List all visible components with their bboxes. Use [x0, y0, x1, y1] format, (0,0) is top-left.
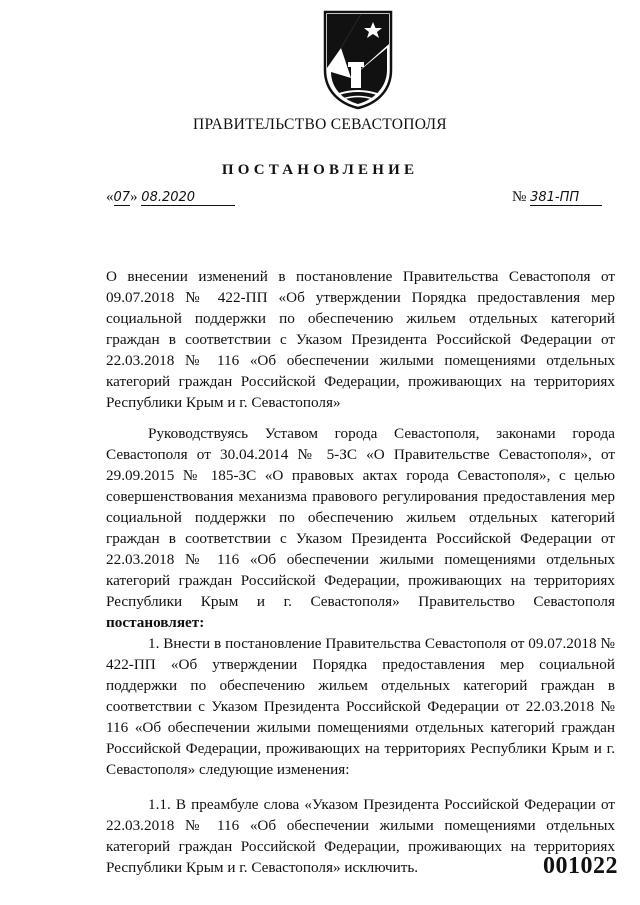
date-open-quote: «: [106, 189, 114, 205]
coat-of-arms-emblem: [321, 8, 395, 110]
preamble-paragraph: [106, 423, 615, 633]
preamble-text: Руководствуясь Уставом города Севастополя, законами города Севастополя от 30.04.2014 № 5-ЗС «О Правительстве Севастополя», от 29.09.2015 № 185-ЗС «О правовых актах города Севастополя», с целью совершенствования механизма правового регулирования предоставления мер социальной поддержки по обеспечению жильем отдельных категорий граждан в соответствии с Указом Президента Российской Федерации от 22.03.2018 № 116 «Об обеспечении жилыми помещениями отдельных категорий граждан Российской Федерации, проживающих на территориях Республики Крым и г. Севастополя» Правительство Севастополя: [106, 425, 615, 610]
date-month-year: 08.2020: [141, 190, 235, 206]
document-date: [106, 189, 235, 206]
document-type-heading: ПОСТАНОВЛЕНИЕ: [221, 162, 419, 178]
item-1-1-paragraph: 1.1. В преамбуле слова «Указом Президента Российской Федерации от 22.03.2018 № 116 «Об обеспечении жилыми помещениями отдельных категорий граждан Российской Федерации, проживающих на территориях Республики Крым и г. Севастополя» исключить.: [106, 796, 615, 876]
document-number: [512, 189, 602, 206]
government-title: ПРАВИТЕЛЬСТВО СЕВАСТОПОЛЯ: [193, 116, 447, 133]
serial-number: 001022: [543, 853, 618, 879]
document-subject: О внесении изменений в постановление Правительства Севастополя от 09.07.2018 № 422-ПП «Об утверждении Порядка предоставления мер социальной поддержки по обеспечению жильем отдельных категорий граждан в соответствии с Указом Президента Российской Федерации от 22.03.2018 № 116 «Об обеспечении жилыми помещениями отдельных категорий граждан Российской Федерации, проживающих на территориях Республики Крым и г. Севастополя»: [106, 268, 615, 411]
number-prefix: №: [512, 189, 527, 205]
item-1-paragraph: 1. Внести в постановление Правительства Севастополя от 09.07.2018 № 422-ПП «Об утверждении Порядка предоставления мер социальной поддержки по обеспечению жильем отдельных категорий граждан в соответствии с Указом Президента Российской Федерации от 22.03.2018 № 116 «Об обеспечении жилыми помещениями отдельных категорий граждан Российской Федерации, проживающих на территориях Республики Крым и г. Севастополя» следующие изменения:: [106, 635, 615, 778]
decree-word: постановляет:: [106, 614, 205, 631]
date-day: 07: [113, 190, 131, 205]
number-value: 381-ПП: [530, 190, 602, 206]
date-close-quote: »: [130, 189, 138, 205]
